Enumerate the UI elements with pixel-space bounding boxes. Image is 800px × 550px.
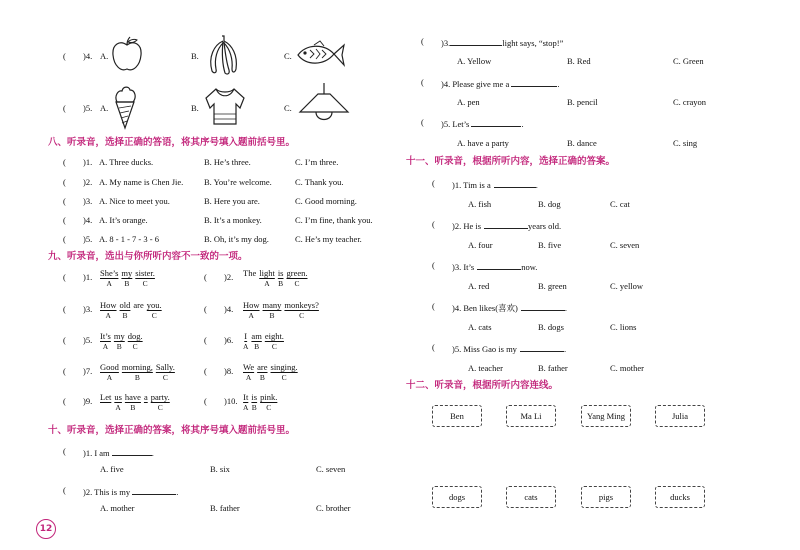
s9-option-letter: B	[122, 311, 128, 320]
s9-word-text: eight.	[264, 331, 284, 341]
s9-word-text: us	[114, 392, 122, 402]
s9-option-letter: C	[281, 373, 287, 382]
s9-q2-paren[interactable]: (	[204, 272, 207, 282]
animal-box-0[interactable]: dogs	[432, 486, 482, 508]
s8-q4-number: )4.	[83, 215, 93, 225]
s10-q2-option-a: A. mother	[100, 503, 135, 513]
s9-word	[257, 362, 267, 382]
s9-word-text: is	[251, 392, 258, 402]
s11-q3-blank[interactable]	[477, 260, 521, 270]
s9-word-text: Let	[100, 392, 112, 402]
s9-word	[284, 300, 318, 320]
s9-word-text: How	[100, 300, 117, 310]
s9-q8-number: )8.	[224, 366, 234, 376]
s8-q5-option-b: B. Oh, it’s my dog.	[204, 234, 269, 244]
s9-q3-paren[interactable]: (	[63, 304, 66, 314]
s11-question-end: .	[535, 180, 538, 190]
s9-option-letter: C	[266, 403, 272, 412]
s9-word-text: We	[243, 362, 255, 372]
s8-q4-option-c: C. I’m fine, thank you.	[295, 215, 373, 225]
q5-option-a-label: A.	[100, 103, 109, 113]
s9-option-letter: B	[251, 403, 257, 412]
s10-q2-option-c: C. brother	[316, 503, 351, 513]
s9-option-letter	[105, 403, 107, 412]
s11-q4-option-c: C. lions	[610, 322, 637, 332]
s9-word-text: pink.	[260, 392, 278, 402]
s9-q8-paren[interactable]: (	[204, 366, 207, 376]
s8-q4-option-a: A. It’s orange.	[99, 215, 148, 225]
s9-word	[125, 392, 141, 412]
s9-word-text: morning,	[121, 362, 153, 372]
animal-box-2[interactable]: pigs	[581, 486, 631, 508]
animal-box-1[interactable]: cats	[506, 486, 556, 508]
s9-word	[243, 300, 260, 320]
s10-q2-question: )2. This is my .	[83, 487, 179, 497]
s8-q2-option-a: A. My name is Chen Jie.	[99, 177, 184, 187]
s10-q1-question: )1. I am .	[83, 448, 154, 458]
s9-option-letter	[145, 403, 147, 412]
s9-word	[100, 392, 111, 412]
s11-q3-question	[452, 260, 537, 273]
s9-word-text: have	[124, 392, 141, 402]
s9-option-letter: A	[245, 373, 252, 382]
s8-q5-option-c: C. He’s my teacher.	[295, 234, 362, 244]
s9-word	[121, 268, 132, 288]
s8-q1-option-b: B. He’s three.	[204, 157, 251, 167]
s8-q4-paren[interactable]: (	[63, 215, 66, 225]
s10-q1-blank[interactable]	[112, 446, 152, 456]
s9-word-text: old	[119, 300, 131, 310]
s9-q8-sentence	[243, 362, 298, 382]
q4-option-a-label: A.	[100, 51, 109, 61]
s11-q4-blank[interactable]	[521, 301, 565, 311]
s9-word-text: Sally.	[155, 362, 175, 372]
s11-q1-paren[interactable]: (	[432, 178, 435, 188]
s11-q1-blank[interactable]	[494, 178, 536, 188]
s9-option-letter: C	[294, 279, 300, 288]
s11-q4-option-a: A. cats	[468, 322, 492, 332]
s9-word	[243, 392, 248, 412]
q4-number: )4.	[83, 51, 93, 61]
s11-q5-option-a: A. teacher	[468, 363, 503, 373]
lamp-icon	[296, 82, 352, 130]
s9-word	[100, 300, 117, 320]
s11-q5-option-b: B. father	[538, 363, 568, 373]
s9-word	[114, 331, 125, 351]
s8-q2-paren[interactable]: (	[63, 177, 66, 187]
s8-q4-option-b: B. It’s a monkey.	[204, 215, 262, 225]
s9-word-text: party.	[150, 392, 170, 402]
s9-q1-number: )1.	[83, 272, 93, 282]
s9-option-letter: C	[299, 311, 305, 320]
s9-word	[286, 268, 307, 288]
s11-q4-paren[interactable]: (	[432, 301, 435, 311]
s9-option-letter: B	[278, 279, 284, 288]
animal-box-3[interactable]: ducks	[655, 486, 705, 508]
name-box-0[interactable]: Ben	[432, 405, 482, 427]
s9-word	[122, 362, 153, 382]
s9-word-text: It’s	[100, 331, 111, 341]
s9-word-text: you.	[146, 300, 162, 310]
s11-q5-blank[interactable]	[520, 342, 567, 354]
s10-q5-option-a: A. have a party	[457, 138, 509, 148]
s9-word	[243, 268, 256, 288]
s9-word-text: my	[121, 268, 133, 278]
s9-q6-paren[interactable]: (	[204, 335, 207, 345]
s9-q2-number: )2.	[224, 272, 234, 282]
section-12-title: 十二、听录音，根据所听内容连线。	[406, 380, 559, 391]
s9-option-letter: A	[248, 311, 254, 320]
s9-option-letter: A	[115, 403, 121, 412]
s10-q3-option-c: C. Green	[673, 56, 704, 66]
s9-option-letter: A	[243, 403, 249, 412]
s9-q7-paren[interactable]: (	[63, 366, 66, 376]
name-box-1[interactable]: Ma Li	[506, 405, 556, 427]
s11-q3-paren[interactable]: (	[432, 260, 435, 270]
s8-q3-option-a: A. Nice to meet you.	[99, 196, 170, 206]
s9-word-text: are	[133, 300, 144, 310]
s9-q5-paren[interactable]: (	[63, 335, 66, 345]
q4-option-b-label: B.	[191, 51, 199, 61]
s10-q5-option-b: B. dance	[567, 138, 597, 148]
s10-q3-option-a: A. Yellow	[457, 56, 492, 66]
s8-q2-option-c: C. Thank you.	[295, 177, 344, 187]
s9-q7-sentence	[100, 362, 175, 382]
s9-word	[251, 392, 257, 412]
s10-q2-option-b: B. father	[210, 503, 240, 513]
s9-word-text: singing.	[270, 362, 298, 372]
s8-q5-paren[interactable]: (	[63, 234, 66, 244]
s9-option-letter	[138, 311, 140, 320]
s9-option-letter: C	[132, 342, 138, 351]
s9-q10-sentence	[243, 392, 277, 412]
s9-word-text: I	[244, 331, 248, 341]
s9-q7-number: )7.	[83, 366, 93, 376]
s9-q10-paren[interactable]: (	[204, 396, 207, 406]
s11-q4-question	[452, 301, 567, 314]
q5-option-c-label: C.	[284, 103, 292, 113]
s10-q1-option-a: A. five	[100, 464, 124, 474]
s10-q3-option-b: B. Red	[567, 56, 591, 66]
s9-word	[147, 300, 162, 320]
s8-q2-number: )2.	[83, 177, 93, 187]
s11-question-text: )3. It’s	[452, 262, 475, 272]
s10-q4-option-c: C. crayon	[673, 97, 707, 107]
s9-option-letter: A	[106, 373, 113, 382]
s9-word	[144, 392, 148, 412]
s9-q3-number: )3.	[83, 304, 93, 314]
s10-q2-paren[interactable]: (	[63, 485, 66, 495]
s9-word-text: The	[243, 268, 257, 278]
s11-q5-question	[452, 342, 566, 355]
s9-word-text: a	[143, 392, 148, 402]
s9-q1-sentence	[100, 268, 155, 288]
s11-q3-option-b: B. green	[538, 281, 567, 291]
s9-word	[100, 268, 118, 288]
s9-option-letter: C	[151, 311, 157, 320]
s11-q2-question	[452, 219, 561, 232]
s9-word-text: Good	[100, 362, 119, 372]
s9-q10-number: )10.	[224, 396, 238, 406]
s8-q3-option-c: C. Good morning.	[295, 196, 357, 206]
s9-option-letter: B	[259, 373, 265, 382]
s8-q5-number: )5.	[83, 234, 93, 244]
apple-icon	[110, 36, 144, 74]
s9-word	[278, 268, 284, 288]
s11-q4-option-b: B. dogs	[538, 322, 564, 332]
s9-option-letter: A	[243, 342, 249, 351]
s9-word-text: How	[243, 300, 260, 310]
s9-q5-sentence	[100, 331, 143, 351]
s11-question-text: )4. Ben likes(喜欢)	[452, 303, 518, 313]
s11-q2-option-b: B. five	[538, 240, 562, 250]
s10-q5-question: )5. Let’s .	[441, 119, 524, 129]
s9-q6-sentence	[243, 331, 284, 351]
s9-word-text: It	[243, 392, 249, 402]
s9-q9-sentence	[100, 392, 170, 412]
s9-word	[271, 362, 298, 382]
s10-q3-question: )3. light says, “stop!”	[441, 38, 564, 48]
s11-question-end: years old.	[528, 221, 562, 231]
name-box-3[interactable]: Julia	[655, 405, 705, 427]
section-11-title: 十一、听录音，根据所听内容，选择正确的答案。	[406, 156, 616, 167]
fish-icon	[294, 40, 346, 70]
s8-q1-option-a: A. Three ducks.	[99, 157, 154, 167]
q4-paren[interactable]: (	[63, 51, 66, 61]
s9-word	[133, 300, 143, 320]
section-9-title: 九、听录音，选出与你所听内容不一致的一项。	[48, 251, 248, 262]
s9-option-letter: A	[102, 342, 109, 351]
s11-q1-option-b: B. dog	[538, 199, 561, 209]
s11-q1-option-c: C. cat	[610, 199, 630, 209]
s9-option-letter: C	[271, 342, 277, 351]
s9-option-letter: C	[142, 279, 148, 288]
s9-option-letter	[249, 279, 251, 288]
s11-question-end: now.	[521, 262, 538, 272]
s10-q3-paren[interactable]: (	[421, 36, 424, 46]
s9-option-letter: B	[269, 311, 275, 320]
s9-q6-number: )6.	[224, 335, 234, 345]
s11-q2-option-c: C. seven	[610, 240, 640, 250]
s9-word-text: She’s	[100, 268, 119, 278]
s11-question-text: )2. He is	[452, 221, 482, 231]
s9-option-letter: B	[134, 373, 140, 382]
banana-icon	[202, 33, 244, 77]
name-box-2[interactable]: Yang Ming	[581, 405, 631, 427]
section-10-title: 十、听录音，选择正确的答案，将其序号填入题前括号里。	[48, 425, 296, 436]
s10-q4-blank[interactable]	[511, 77, 557, 87]
s8-q1-paren[interactable]: (	[63, 157, 66, 167]
s9-word	[100, 331, 111, 351]
s9-q4-number: )4.	[224, 304, 234, 314]
s9-word	[265, 331, 284, 351]
s9-word-text: green.	[286, 268, 308, 278]
s11-q5-paren[interactable]: (	[432, 342, 435, 352]
q4-option-c-label: C.	[284, 51, 292, 61]
s9-word	[243, 362, 254, 382]
s11-q3-option-a: A. red	[468, 281, 490, 291]
s9-word	[156, 362, 175, 382]
s9-word-text: dog.	[127, 331, 143, 341]
s9-q4-sentence	[243, 300, 319, 320]
s9-word	[114, 392, 122, 412]
s9-option-letter: A	[264, 279, 270, 288]
s9-word	[128, 331, 143, 351]
q5-number: )5.	[83, 103, 93, 113]
s9-word	[263, 300, 282, 320]
s9-option-letter: B	[116, 342, 122, 351]
sweater-icon	[202, 84, 248, 128]
s9-option-letter: C	[157, 403, 163, 412]
s9-q9-number: )9.	[83, 396, 93, 406]
s10-q2-blank[interactable]	[132, 485, 176, 495]
s10-q5-option-c: C. sing	[673, 138, 698, 148]
s9-q1-paren[interactable]: (	[63, 272, 66, 282]
s11-q2-blank[interactable]	[484, 219, 528, 229]
s10-q4-question: )4. Please give me a .	[441, 79, 560, 89]
s11-q3-option-c: C. yellow	[610, 281, 644, 291]
s9-word	[259, 268, 275, 288]
s10-q5-blank[interactable]	[471, 117, 521, 127]
s11-question-text: )1. Tim is a	[452, 180, 491, 190]
s9-word	[243, 331, 248, 351]
s9-word-text: many	[262, 300, 282, 310]
s10-q4-paren[interactable]: (	[421, 77, 424, 87]
s11-q5-option-c: C. mother	[610, 363, 644, 373]
s8-q3-paren[interactable]: (	[63, 196, 66, 206]
s10-q4-option-a: A. pen	[457, 97, 480, 107]
s9-option-letter: B	[130, 403, 136, 412]
s9-q9-paren[interactable]: (	[63, 396, 66, 406]
s9-q5-number: )5.	[83, 335, 93, 345]
s9-word-text: am	[251, 331, 262, 341]
s9-word-text: light	[259, 268, 275, 278]
s9-option-letter: A	[105, 311, 111, 320]
s11-q2-option-a: A. four	[468, 240, 493, 250]
s9-option-letter: B	[124, 279, 130, 288]
s11-q2-paren[interactable]: (	[432, 219, 435, 229]
s9-word-text: are	[257, 362, 268, 372]
page-number: 12	[36, 519, 56, 539]
s9-word-text: is	[277, 268, 284, 278]
s11-question-text: )5. Miss Gao is my	[452, 344, 517, 354]
s8-q3-number: )3.	[83, 196, 93, 206]
s8-q5-option-a: A. 8 - 1 - 7 - 3 - 6	[99, 234, 159, 244]
s9-option-letter: A	[106, 279, 112, 288]
s9-word	[151, 392, 170, 412]
s9-word-text: my	[113, 331, 125, 341]
s11-q1-option-a: A. fish	[468, 199, 492, 209]
q5-option-b-label: B.	[191, 103, 199, 113]
section-8-title: 八、听录音，选择正确的答语，将其序号填入题前括号里。	[48, 137, 296, 148]
q5-paren[interactable]: (	[63, 103, 66, 113]
s10-q1-option-b: B. six	[210, 464, 230, 474]
s9-word	[251, 331, 261, 351]
s10-q1-paren[interactable]: (	[63, 446, 66, 456]
ice-cream-icon	[112, 84, 138, 130]
s8-q1-option-c: C. I’m three.	[295, 157, 339, 167]
s9-option-letter: B	[254, 342, 260, 351]
s11-question-end: .	[564, 303, 567, 313]
s10-q1-option-c: C. seven	[316, 464, 346, 474]
s9-word	[260, 392, 277, 412]
s9-q2-sentence	[243, 268, 308, 288]
s9-q4-paren[interactable]: (	[204, 304, 207, 314]
s9-word	[135, 268, 155, 288]
s9-option-letter: C	[162, 373, 168, 382]
s10-q4-option-b: B. pencil	[567, 97, 598, 107]
s9-word-text: monkeys?	[284, 300, 319, 310]
s11-question-end: .	[563, 344, 567, 354]
s9-q3-sentence	[100, 300, 162, 320]
s8-q3-option-b: B. Here you are.	[204, 196, 260, 206]
s10-q5-paren[interactable]: (	[421, 117, 424, 127]
s9-word	[100, 362, 119, 382]
s11-q1-question	[452, 178, 538, 191]
s10-q3-blank[interactable]	[450, 36, 502, 46]
s9-word-text: sister.	[135, 268, 155, 278]
s9-word	[120, 300, 131, 320]
s8-q1-number: )1.	[83, 157, 93, 167]
s8-q2-option-b: B. You’re welcome.	[204, 177, 272, 187]
